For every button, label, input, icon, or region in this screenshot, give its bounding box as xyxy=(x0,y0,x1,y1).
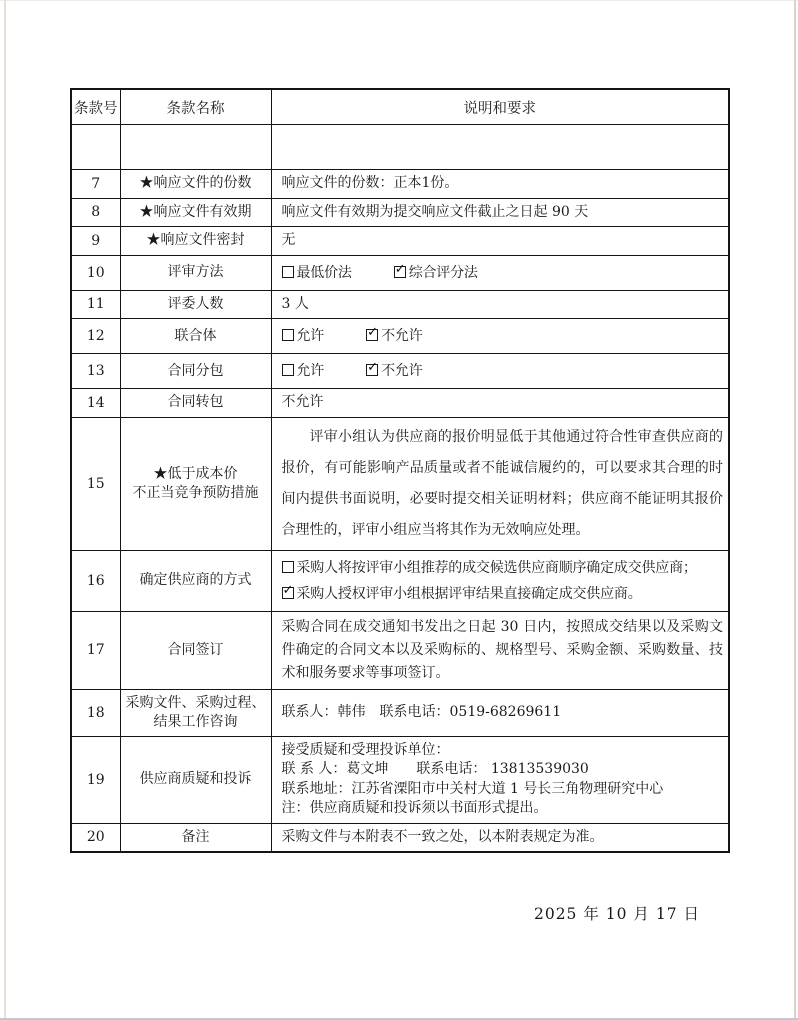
clause-name-cell xyxy=(120,550,271,611)
checkbox-unchecked-icon xyxy=(282,364,294,376)
clause-row xyxy=(71,354,729,389)
clause-name-cell xyxy=(120,125,271,170)
check-mark-icon: ✓ xyxy=(367,360,379,375)
checkbox-option-label: 综合评分法 xyxy=(408,264,478,281)
clause-name-cell xyxy=(120,354,271,389)
document-date: 2025 年 10 月 17 日 xyxy=(533,905,700,923)
checkbox-option xyxy=(282,582,642,602)
checkbox-option xyxy=(366,325,423,344)
clause-name-cell xyxy=(120,198,271,227)
description-line: 响应文件有效期为提交响应文件截止之日起 90 天 xyxy=(281,203,589,220)
clause-row xyxy=(71,417,729,550)
checkbox-option-line xyxy=(282,581,724,607)
clause-number-cell: 9 xyxy=(71,227,120,256)
clause-name-cell xyxy=(120,823,271,852)
clause-name-cell xyxy=(120,170,271,199)
checkbox-option-label: 采购人将按评审小组推荐的成交候选供应商顺序确定成交供应商； xyxy=(296,559,697,576)
checkbox-option xyxy=(282,328,325,344)
clause-row xyxy=(71,611,729,689)
description-line: 接受质疑和受理投诉单位： xyxy=(281,741,450,758)
check-mark-icon: ✓ xyxy=(367,325,379,340)
clause-number-cell: 17 xyxy=(71,611,120,689)
clause-name-cell xyxy=(120,736,271,823)
clause-name-line: ★响应文件有效期 xyxy=(139,203,252,220)
clause-number-cell: 8 xyxy=(71,198,120,227)
description-line: 联系地址：江苏省溧阳市中关村大道 1 号长三角物理研究中心 xyxy=(281,780,664,797)
clause-description-cell xyxy=(271,125,729,170)
clause-number-cell: 15 xyxy=(71,417,120,550)
clause-description-cell xyxy=(271,736,729,823)
clause-description-cell xyxy=(271,227,729,256)
clause-number-cell: 12 xyxy=(71,319,120,354)
checkbox-unchecked-icon xyxy=(282,561,294,573)
checkbox-checked-icon xyxy=(366,325,379,341)
clause-description-cell xyxy=(271,417,729,550)
clause-description-cell xyxy=(271,170,729,199)
checkbox-option-label: 不允许 xyxy=(381,328,423,344)
clause-description-cell xyxy=(271,689,729,736)
clause-row xyxy=(71,319,729,354)
clause-description-cell xyxy=(271,389,729,418)
clause-name-line: 供应商质疑和投诉 xyxy=(139,771,252,787)
clause-name-line: ★响应文件的份数 xyxy=(139,175,252,192)
checkbox-option-label: 允许 xyxy=(296,363,325,379)
clause-name-cell xyxy=(120,319,271,354)
clause-number-cell: 13 xyxy=(71,354,120,389)
checkbox-option-line xyxy=(282,358,724,384)
description-line: 联 系 人：葛文坤 联系电话： 13813539030 xyxy=(281,761,589,777)
clause-number-cell: 7 xyxy=(71,170,120,199)
description-paragraph: 评审小组认为供应商的报价明显低于其他通过符合性审查供应商的报价，有可能影响产品质量或者不能诚信履约的，可以要求其合理的时间内提供书面说明，必要时提交相关证明材料；供应商不能证明其报价合理性的，评审小组应当将其作为无效响应处理。 xyxy=(281,428,723,538)
clause-row xyxy=(71,170,729,199)
checkbox-option xyxy=(282,560,697,576)
spacer-row xyxy=(71,125,729,170)
clause-name-line: 结果工作咨询 xyxy=(153,713,238,730)
clause-name-cell xyxy=(120,227,271,256)
clause-row xyxy=(71,689,729,736)
clause-number-cell: 18 xyxy=(71,689,120,736)
clause-number-cell xyxy=(71,125,120,170)
description-paragraph: 采购合同在成交通知书发出之日起 30 日内，按照成交结果以及采购文件确定的合同文本以及采购标的、规格型号、采购金额、采购数量、技术和服务要求等事项签订。 xyxy=(281,618,723,681)
clause-row xyxy=(71,198,729,227)
clause-name-cell xyxy=(120,389,271,418)
clause-number-cell: 11 xyxy=(71,290,120,319)
clause-description-cell xyxy=(271,198,729,227)
clause-name-cell xyxy=(120,689,271,736)
clause-description-cell xyxy=(271,550,729,611)
clause-name-line: 联合体 xyxy=(174,327,217,344)
clause-name-line: 合同分包 xyxy=(167,362,224,379)
description-line: 响应文件的份数：正本1份。 xyxy=(281,175,459,191)
checkbox-unchecked-icon xyxy=(282,329,294,341)
clause-number-cell: 10 xyxy=(71,255,120,290)
checkbox-option-label: 允许 xyxy=(296,328,325,344)
checkbox-option-line xyxy=(282,323,724,349)
clause-number-cell: 16 xyxy=(71,550,120,611)
clauses-table-body xyxy=(71,125,729,853)
clause-number-cell: 19 xyxy=(71,736,120,823)
clause-description-cell xyxy=(271,290,729,319)
clause-row xyxy=(71,290,729,319)
clause-name-line: ★低于成本价 xyxy=(153,465,238,482)
clause-description-cell xyxy=(271,611,729,689)
clause-name-line: 合同签订 xyxy=(167,641,224,658)
page-edge-right xyxy=(794,0,796,1020)
check-mark-icon: ✓ xyxy=(394,261,406,277)
clause-name-line: 合同转包 xyxy=(167,394,224,411)
clauses-table-container xyxy=(70,88,728,853)
checkbox-unchecked-icon xyxy=(282,266,294,278)
checkbox-option-label: 不允许 xyxy=(381,363,423,379)
clause-number-cell: 14 xyxy=(71,389,120,418)
page-edge-left xyxy=(4,0,6,1020)
description-line: 采购文件与本附表不一致之处，以本附表规定为准。 xyxy=(281,828,604,845)
clause-description-cell xyxy=(271,354,729,389)
description-line: 无 xyxy=(281,232,296,248)
header-clause-name: 条款名称 xyxy=(120,89,271,125)
clause-name-line: 采购文件、采购过程、 xyxy=(125,694,266,711)
checkbox-option-label: 最低价法 xyxy=(296,264,352,281)
page-edge-top xyxy=(0,0,798,1)
checkbox-checked-icon xyxy=(282,582,294,599)
check-mark-icon: ✓ xyxy=(282,582,294,598)
clause-name-line: 不正当竞争预防措施 xyxy=(132,484,259,501)
clause-name-line: 评审方法 xyxy=(167,264,224,280)
checkbox-option-line xyxy=(282,260,724,286)
clause-name-cell xyxy=(120,417,271,550)
checkbox-checked-icon xyxy=(366,360,379,376)
checkbox-option xyxy=(366,360,423,379)
description-line: 注：供应商质疑和投诉须以书面形式提出。 xyxy=(281,800,548,816)
clause-name-line: 评委人数 xyxy=(167,295,224,312)
clauses-table xyxy=(70,88,730,853)
header-row xyxy=(71,89,729,125)
clause-description-cell xyxy=(271,319,729,354)
clause-name-line: 备注 xyxy=(181,828,210,845)
header-description: 说明和要求 xyxy=(271,89,729,125)
clause-row xyxy=(71,227,729,256)
clause-number-cell: 20 xyxy=(71,823,120,852)
clause-description-cell xyxy=(271,255,729,290)
clause-name-line: 确定供应商的方式 xyxy=(139,572,252,588)
clause-row xyxy=(71,823,729,852)
clause-name-cell xyxy=(120,255,271,290)
clause-name-line: ★响应文件密封 xyxy=(146,232,245,249)
checkbox-option xyxy=(394,261,478,281)
clause-row xyxy=(71,550,729,611)
description-line: 不允许 xyxy=(281,394,324,410)
checkbox-option xyxy=(282,363,325,379)
clause-name-cell xyxy=(120,290,271,319)
header-clause-number: 条款号 xyxy=(71,89,120,125)
clause-description-cell xyxy=(271,823,729,852)
checkbox-checked-icon xyxy=(394,261,406,278)
description-line: 3 人 xyxy=(281,295,309,312)
clause-row xyxy=(71,389,729,418)
checkbox-option xyxy=(282,265,352,281)
clause-row xyxy=(71,736,729,823)
clause-name-cell xyxy=(120,611,271,689)
checkbox-option-label: 采购人授权评审小组根据评审结果直接确定成交供应商。 xyxy=(296,585,642,602)
description-line: 联系人：韩伟 联系电话：0519-68269611 xyxy=(281,703,562,720)
clause-row xyxy=(71,255,729,290)
checkbox-option-line xyxy=(282,555,724,581)
